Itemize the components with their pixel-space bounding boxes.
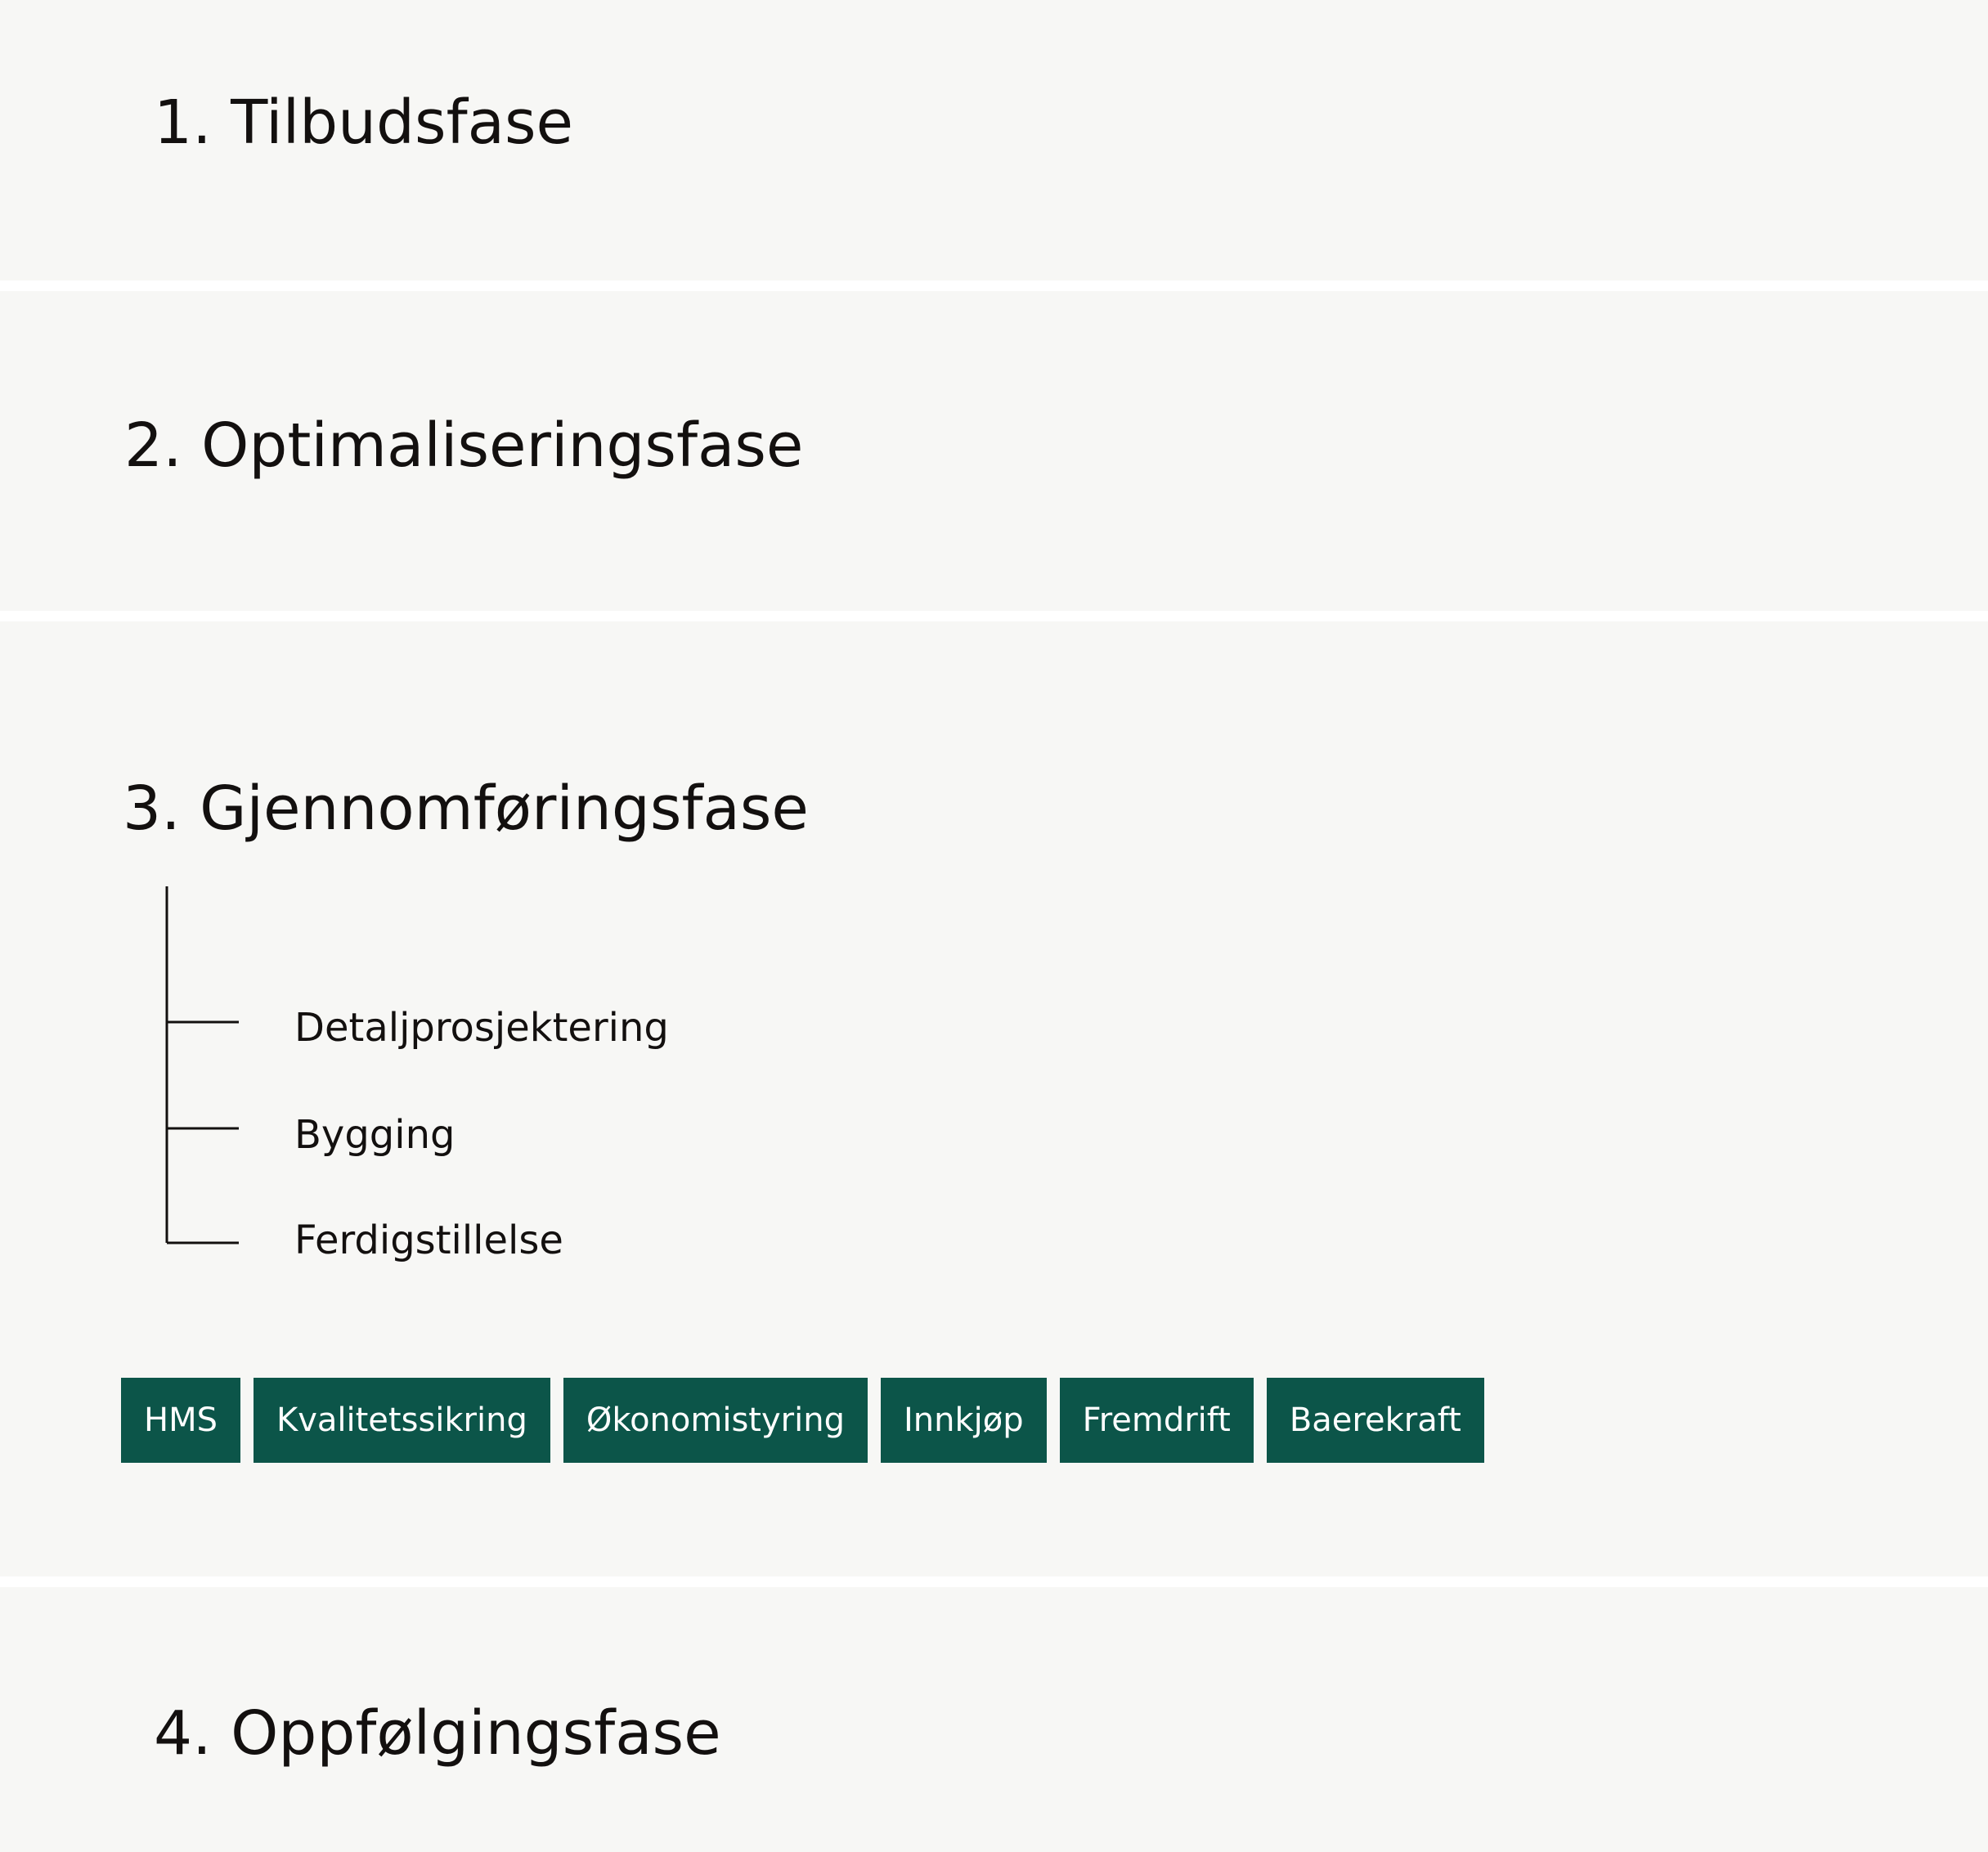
- tag-okonomistyring: Økonomistyring: [563, 1378, 868, 1463]
- tag-hms: HMS: [121, 1378, 240, 1463]
- phase-title-4: 4. Oppfølgingsfase: [154, 1697, 721, 1769]
- tag-baerekraft: Baerekraft: [1267, 1378, 1484, 1463]
- subitem-bygging: Bygging: [294, 1112, 455, 1159]
- tag-row: [121, 1378, 1484, 1463]
- phase-title-1: 1. Tilbudsfase: [154, 87, 574, 158]
- subitem-detaljprosjektering: Detaljprosjektering: [294, 1005, 669, 1052]
- tag-kvalitetssikring: Kvalitetssikring: [254, 1378, 550, 1463]
- phase-block-optimaliseringsfase: [0, 291, 1988, 611]
- phase-block-oppfolgingsfase: [0, 1587, 1988, 1852]
- tree-connector-lines: [164, 885, 327, 1261]
- phase-title-3: 3. Gjennomføringsfase: [123, 774, 809, 845]
- subitem-ferdigstillelse: Ferdigstillelse: [294, 1217, 563, 1264]
- phase-block-gjennomforingsfase: [0, 621, 1988, 1576]
- tag-innkjop: Innkjøp: [881, 1378, 1047, 1463]
- phase-title-2: 2. Optimaliseringsfase: [124, 410, 804, 482]
- phase-block-tilbudsfase: [0, 0, 1988, 280]
- tag-fremdrift: Fremdrift: [1060, 1378, 1254, 1463]
